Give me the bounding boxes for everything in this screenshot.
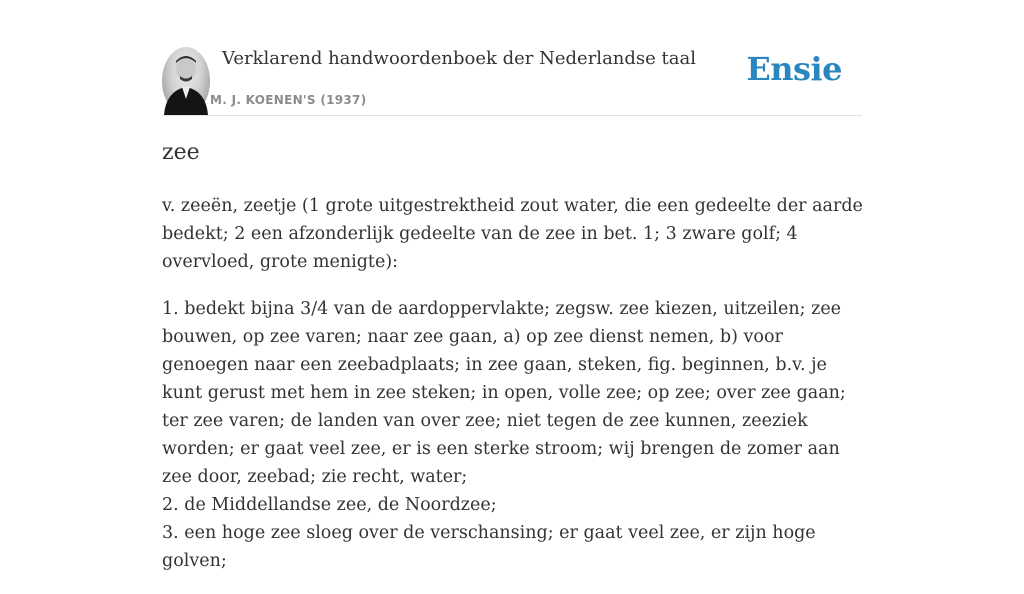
author-label: M. J. KOENEN'S (1937) [210, 93, 367, 107]
entry-senses [162, 295, 868, 575]
sense-1: 1. bedekt bijna 3/4 van de aardoppervlakte; zegsw. zee kiezen, uitzeilen; zee bouwen, op zee varen; naar zee gaan, a) op zee dienst nemen, b) voor genoegen naar een zeebadplaats; in zee gaan, steken, fig. beginnen, b.v. je kunt gerust met hem in zee steken; in open, volle zee; op zee; over zee gaan; ter zee varen; de landen van over zee; niet tegen de zee kunnen, zeeziek worden; er gaat veel zee, er is een sterke stroom; wij brengen de zomer aan zee door, zeebad; zie recht, water; [162, 299, 846, 487]
sense-2: 2. de Middellandse zee, de Noordzee; [162, 495, 497, 515]
brand-logo[interactable]: Ensie [746, 50, 842, 88]
entry-definition: v. zeeën, zeetje (1 grote uitgestrektheid zout water, die een gedeelte der aarde bedekt; 2 een afzonderlijk gedeelte van de zee in bet. 1; 3 zware golf; 4 overvloed, grote menigte): [162, 196, 863, 272]
dictionary-header [162, 46, 862, 116]
author-portrait-icon [162, 47, 210, 115]
author-portrait-avatar[interactable] [162, 47, 210, 115]
sense-3: 3. een hoge zee sloeg over de verschansing; er gaat veel zee, er zijn hoge golven; [162, 523, 816, 571]
entry-body [162, 192, 868, 594]
entry-headword: zee [162, 140, 200, 165]
book-title[interactable]: Verklarend handwoordenboek der Nederlandse taal [222, 48, 696, 69]
